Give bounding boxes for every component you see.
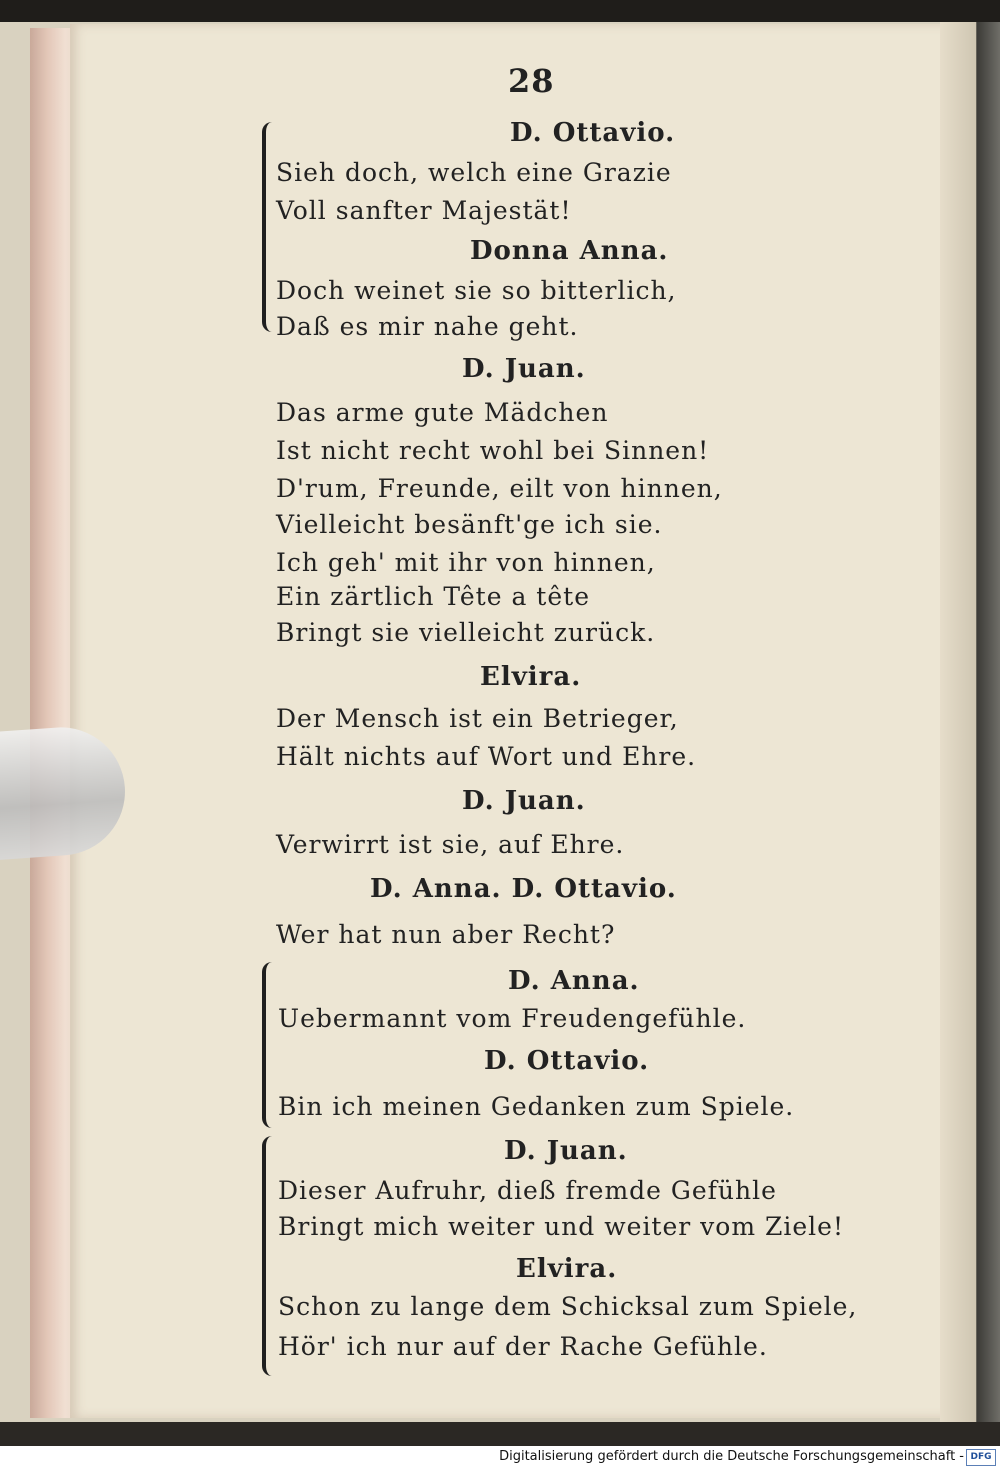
speaker-heading: D. Juan. (504, 1136, 628, 1166)
facing-page-edge (940, 22, 1000, 1422)
speaker-heading: D. Juan. (462, 354, 586, 384)
verse-line: Ein zärtlich Tête a tête (276, 582, 590, 611)
bracket-anna-ottavio (262, 962, 276, 1128)
verse-line: Dieser Aufruhr, dieß fremde Gefühle (278, 1176, 777, 1205)
speaker-heading: Elvira. (480, 662, 582, 692)
verse-line: Bringt mich weiter und weiter vom Ziele! (278, 1212, 845, 1241)
verse-line: Der Mensch ist ein Betrieger, (276, 704, 679, 733)
verse-line: D'rum, Freunde, eilt von hinnen, (276, 474, 723, 503)
bracket-ottavio-anna (262, 122, 276, 332)
verse-line: Voll sanfter Majestät! (276, 196, 572, 225)
verse-line: Schon zu lange dem Schicksal zum Spiele, (278, 1292, 858, 1321)
verse-line: Hör' ich nur auf der Rache Gefühle. (278, 1332, 768, 1361)
verse-line: Ich geh' mit ihr von hinnen, (276, 548, 656, 577)
speaker-heading: Elvira. (516, 1254, 618, 1284)
verse-line: Das arme gute Mädchen (276, 398, 609, 427)
speaker-heading: D. Ottavio. (484, 1046, 650, 1076)
scan-top-strip (0, 0, 1000, 22)
footer-credit: Digitalisierung gefördert durch die Deutsche Forschungsgemeinschaft - (499, 1449, 964, 1464)
verse-line: Vielleicht besänft'ge ich sie. (276, 510, 663, 539)
verse-line: Uebermannt vom Freudengefühle. (278, 1004, 747, 1033)
verse-line: Bringt sie vielleicht zurück. (276, 618, 656, 647)
verse-line: Doch weinet sie so bitterlich, (276, 276, 677, 305)
speaker-heading: Donna Anna. (470, 236, 669, 266)
speaker-heading: D. Anna. (508, 966, 640, 996)
verse-line: Wer hat nun aber Recht? (276, 920, 616, 949)
verse-line: Bin ich meinen Gedanken zum Spiele. (278, 1092, 795, 1121)
dfg-logo: DFG (966, 1449, 996, 1466)
verse-line: Daß es mir nahe geht. (276, 312, 579, 341)
verse-line: Sieh doch, welch eine Grazie (276, 158, 672, 187)
verse-line: Hält nichts auf Wort und Ehre. (276, 742, 697, 771)
page-number: 28 (508, 62, 555, 100)
bracket-juan-elvira (262, 1136, 276, 1376)
verse-line: Ist nicht recht wohl bei Sinnen! (276, 436, 710, 465)
verse-line: Verwirrt ist sie, auf Ehre. (276, 830, 625, 859)
speaker-heading: D. Juan. (462, 786, 586, 816)
speaker-heading: D. Anna. D. Ottavio. (370, 874, 677, 904)
speaker-heading: D. Ottavio. (510, 118, 676, 148)
